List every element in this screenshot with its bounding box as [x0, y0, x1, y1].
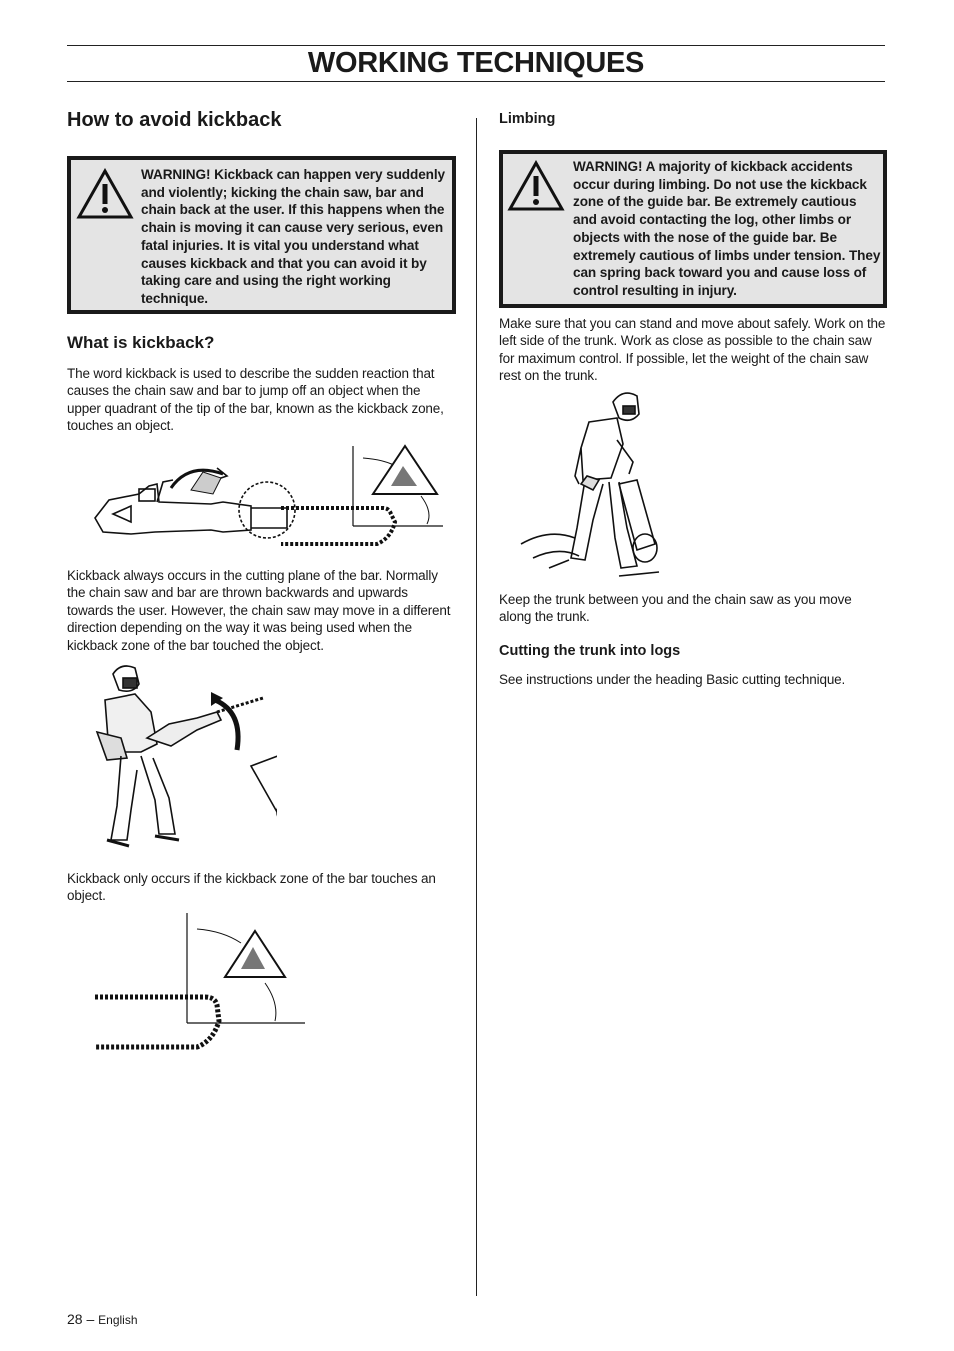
- kickback-warning-text: WARNING! Kickback can happen very suddenly and violently; kicking the chain saw, bar and chain back at the user. If this happens when the chain is moving it can cause very serious, even fatal injuries. It is vital you understand what causes kickback and that you can avoid it by taking care and using the right working technique.: [141, 167, 446, 306]
- kickback-warning-box: [67, 156, 456, 314]
- limbing-title: Limbing: [499, 111, 556, 127]
- paragraph-limbing-stance: Make sure that you can stand and move about safely. Work on the left side of the trunk. Work as close as possible to the chain saw for maximum control. If possible, let the weight of the chain saw rest on the trunk.: [499, 316, 886, 384]
- limbing-operator-illustration: [519, 388, 669, 588]
- limbing-warning-text: WARNING! A majority of kickback accidents occur during limbing. Do not use the kickback zone of the guide bar. Be extremely cautious and avoid contacting the log, other limbs or objects with the nose of the guide bar. Be extremely cautious of limbs under tension. They can spring back toward you and cause loss of control resulting in injury.: [573, 159, 881, 298]
- chainsaw-drawing: [95, 468, 295, 538]
- limbing-warning-box: [499, 150, 887, 308]
- section-title-kickback: How to avoid kickback: [67, 109, 282, 131]
- page-title: WORKING TECHNIQUES: [307, 47, 645, 79]
- paragraph-kickback-definition: The word kickback is used to describe the sudden reaction that causes the chain saw and bar to jump off an object when the upper quadrant of the tip of the bar, known as the kickback zone, touches an object.: [67, 366, 444, 434]
- cutting-trunk-title: Cutting the trunk into logs: [499, 643, 681, 659]
- page-footer: [67, 1311, 138, 1327]
- footer-language: English: [98, 1313, 138, 1327]
- guide-bar-drawing: [281, 446, 443, 544]
- subsection-title-what-is-kickback: What is kickback?: [67, 333, 215, 352]
- warning-triangle-icon: [76, 168, 134, 220]
- header-bottom-rule: [67, 81, 885, 82]
- page-number: 28 –: [67, 1311, 95, 1327]
- paragraph-kickback-zone-only: Kickback only occurs if the kickback zone of the bar touches an object.: [67, 871, 436, 904]
- warning-triangle-icon: [507, 160, 565, 212]
- kickback-zone-illustration: [91, 442, 471, 554]
- paragraph-cutting-instructions: See instructions under the heading Basic cutting technique.: [499, 672, 846, 687]
- paragraph-cutting-plane: Kickback always occurs in the cutting plane of the bar. Normally the chain saw and bar are thrown backwards and upwards towards the user. However, the chain saw may move in a different direction depending on the way it was being used when the kickback zone of the bar touched the object.: [67, 568, 451, 653]
- operator-kickback-illustration: [87, 660, 277, 860]
- bar-kickback-zone-diagram: [93, 911, 313, 1056]
- paragraph-keep-trunk-between: Keep the trunk between you and the chain saw as you move along the trunk.: [499, 592, 852, 625]
- column-divider: [476, 118, 477, 1296]
